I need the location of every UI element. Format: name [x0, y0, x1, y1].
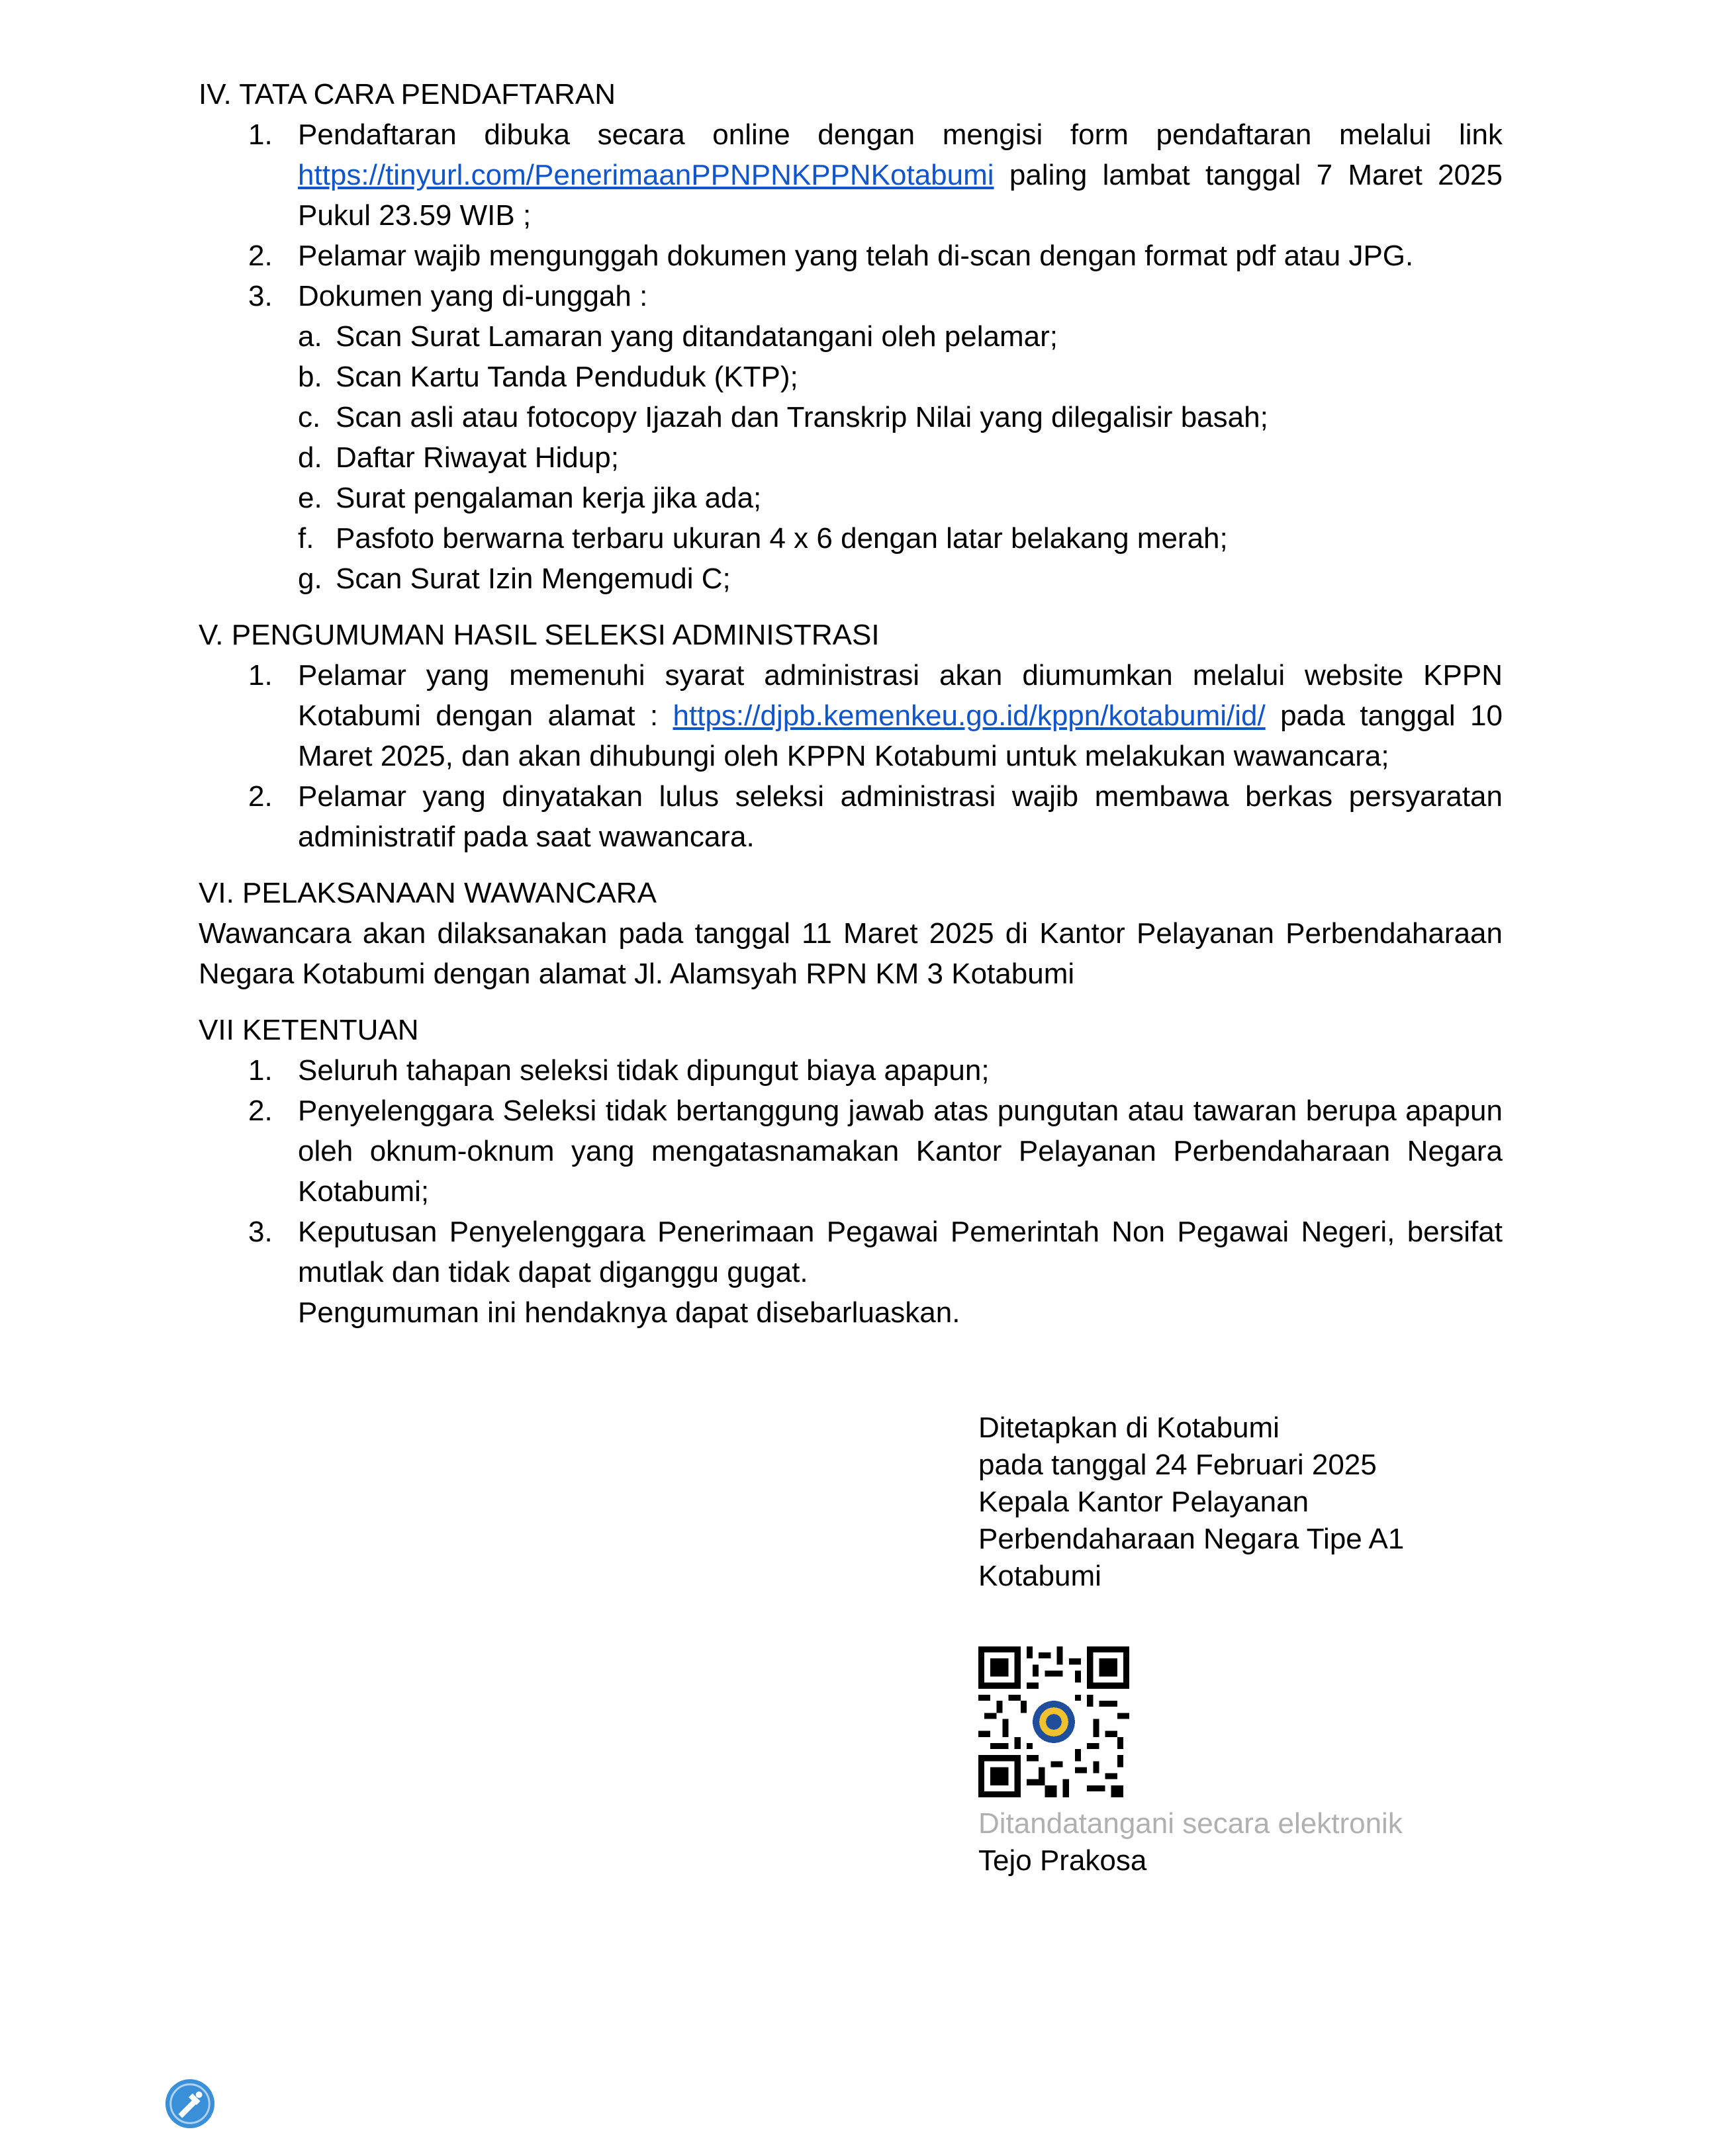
section-registration: [199, 74, 1503, 599]
sub-letter: d.: [298, 441, 322, 474]
item-text: Dokumen yang di-unggah :: [298, 280, 648, 312]
closing-note: Pengumuman ini hendaknya dapat disebarluaskan.: [298, 1296, 960, 1329]
list-item: [248, 655, 1503, 776]
item-text: Pelamar yang memenuhi syarat administrasi akan diumumkan melalui website KPPN Kotabumi dengan alamat :: [298, 659, 1503, 732]
section-title: V. PENGUMUMAN HASIL SELEKSI ADMINISTRASI: [199, 619, 880, 651]
sublist-item: [298, 397, 1503, 437]
sub-text: Scan Surat Izin Mengemudi C;: [336, 562, 731, 595]
sub-letter: g.: [298, 562, 322, 595]
sub-letter: c.: [298, 401, 321, 433]
list-item: [248, 1050, 1503, 1091]
item-text: Pelamar wajib mengunggah dokumen yang telah di-scan dengan format pdf atau JPG.: [298, 240, 1414, 272]
item-number: 2.: [248, 780, 273, 813]
item-number: 2.: [248, 240, 273, 272]
signature-block: [978, 1410, 1481, 1879]
kppn-website-link[interactable]: https://djpb.kemenkeu.go.id/kppn/kotabumi/id/: [673, 699, 1266, 732]
sub-text: Daftar Riwayat Hidup;: [336, 441, 619, 474]
sub-text: Surat pengalaman kerja jika ada;: [336, 482, 762, 514]
sub-text: Scan Surat Lamaran yang ditandatangani oleh pelamar;: [336, 320, 1058, 353]
esignature-note: Ditandatangani secara elektronik: [978, 1807, 1403, 1840]
numbered-list: [199, 1050, 1503, 1292]
sublist-item: [298, 478, 1503, 518]
list-item: [248, 236, 1503, 276]
section-title: IV. TATA CARA PENDAFTARAN: [199, 78, 616, 111]
item-text: Pendaftaran dibuka secara online dengan mengisi form pendaftaran melalui link: [298, 118, 1503, 151]
interview-paragraph: Wawancara akan dilaksanakan pada tanggal 11 Maret 2025 di Kantor Pelayanan Perbendaharaan Negara Kotabumi dengan alamat Jl. Alamsyah RPN KM 3 Kotabumi: [199, 917, 1503, 990]
list-item: [248, 1091, 1503, 1212]
item-number: 3.: [248, 280, 273, 312]
sublist-item: [298, 437, 1503, 478]
item-number: 3.: [248, 1216, 273, 1248]
numbered-list: [199, 655, 1503, 857]
sub-letter: b.: [298, 361, 322, 393]
item-text: pada tanggal 10 Maret 2025, dan akan dihubungi oleh KPPN Kotabumi untuk melakukan wawancara;: [298, 699, 1503, 772]
signature-line: Kotabumi: [978, 1560, 1101, 1592]
item-text: Penyelenggara Seleksi tidak bertanggung jawab atas pungutan atau tawaran berupa apapun oleh oknum-oknum yang mengatasnamakan Kantor Pelayanan Perbendaharaan Negara Kotabumi;: [298, 1095, 1503, 1208]
item-number: 2.: [248, 1095, 273, 1127]
item-number: 1.: [248, 1054, 273, 1087]
item-number: 1.: [248, 659, 273, 692]
document-sublist: [298, 316, 1503, 599]
sub-letter: f.: [298, 522, 314, 555]
list-item: [248, 1212, 1503, 1292]
section-title: VI. PELAKSANAAN WAWANCARA: [199, 877, 657, 909]
section-interview: [199, 873, 1503, 994]
item-text: Keputusan Penyelenggara Penerimaan Pegawai Pemerintah Non Pegawai Negeri, bersifat mutlak dan tidak dapat diganggu gugat.: [298, 1216, 1503, 1288]
signature-line: pada tanggal 24 Februari 2025: [978, 1449, 1377, 1481]
registration-link[interactable]: https://tinyurl.com/PenerimaanPPNPNKPPNKotabumi: [298, 159, 994, 191]
signature-line: Kepala Kantor Pelayanan: [978, 1486, 1309, 1518]
document-body: [199, 74, 1503, 1349]
sublist-item: [298, 559, 1503, 599]
app-badge-icon: [164, 2078, 216, 2130]
item-text: paling lambat tanggal 7 Maret 2025 Pukul 23.59 WIB ;: [298, 159, 1503, 232]
sub-text: Pasfoto berwarna terbaru ukuran 4 x 6 dengan latar belakang merah;: [336, 522, 1228, 555]
sub-letter: a.: [298, 320, 322, 353]
section-title: VII KETENTUAN: [199, 1014, 419, 1046]
item-text: Seluruh tahapan seleksi tidak dipungut biaya apapun;: [298, 1054, 990, 1087]
sublist-item: [298, 357, 1503, 397]
list-item: [248, 776, 1503, 857]
signatory-name: Tejo Prakosa: [978, 1844, 1147, 1877]
signature-line: Ditetapkan di Kotabumi: [978, 1412, 1280, 1444]
sub-letter: e.: [298, 482, 322, 514]
section-provisions: [199, 1010, 1503, 1333]
sublist-item: [298, 316, 1503, 357]
sub-text: Scan Kartu Tanda Penduduk (KTP);: [336, 361, 798, 393]
sub-text: Scan asli atau fotocopy Ijazah dan Transkrip Nilai yang dilegalisir basah;: [336, 401, 1268, 433]
qr-code-icon: [978, 1646, 1129, 1797]
sublist-item: [298, 518, 1503, 559]
item-text: Pelamar yang dinyatakan lulus seleksi administrasi wajib membawa berkas persyaratan administratif pada saat wawancara.: [298, 780, 1503, 853]
item-number: 1.: [248, 118, 273, 151]
numbered-list: [199, 114, 1503, 599]
section-announcement: [199, 615, 1503, 857]
list-item: [248, 114, 1503, 236]
list-item: [248, 276, 1503, 599]
signature-line: Perbendaharaan Negara Tipe A1: [978, 1523, 1405, 1555]
